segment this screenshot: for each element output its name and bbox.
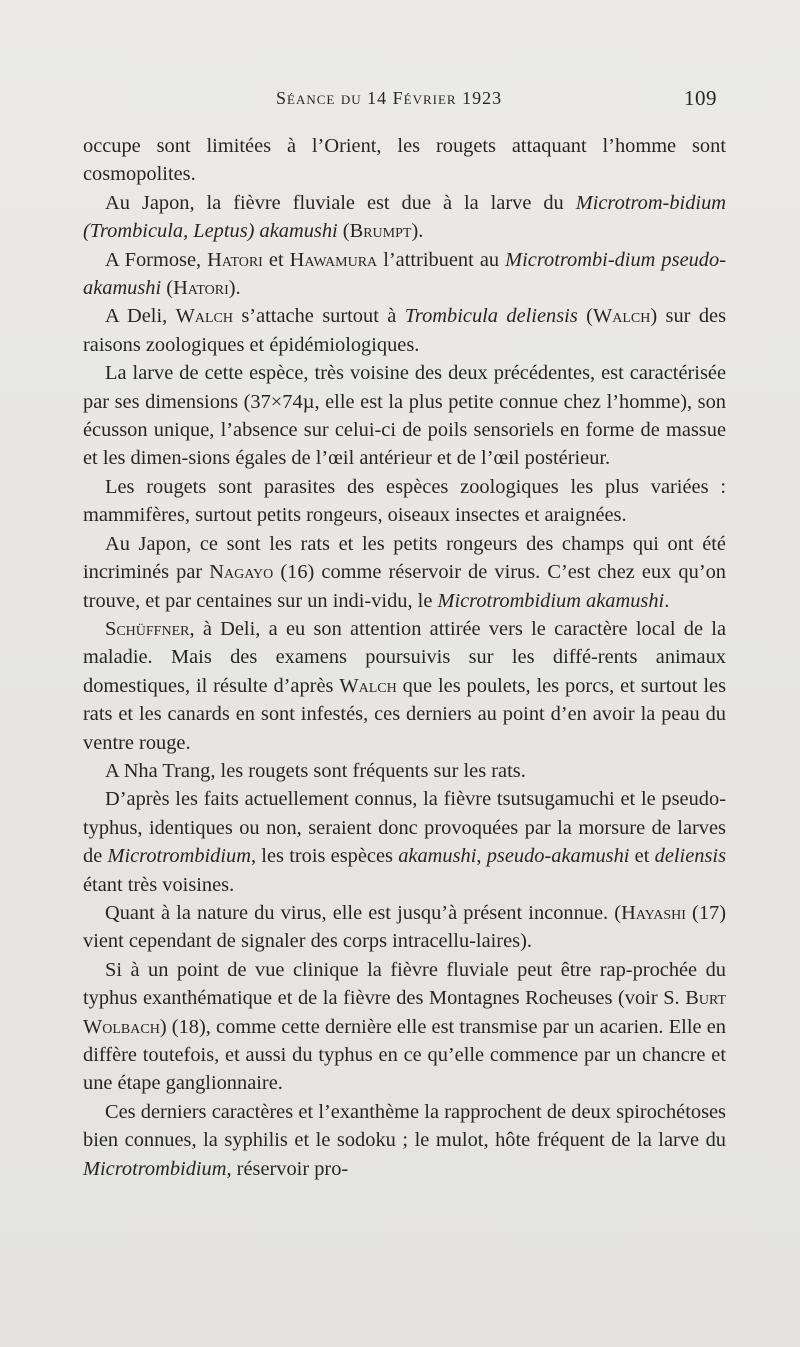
paragraph-13 bbox=[83, 1098, 726, 1183]
text-run: , les trois espèces bbox=[250, 845, 399, 868]
text-run: Si à un point de vue clinique la fièvre fluviale peut être rap-prochée du typhus exanthématique et de la fièvre des Montagnes Rocheuses (voir S. bbox=[83, 958, 726, 1010]
text-run: La larve de cette espèce, très voisine des deux précédentes, est caractérisée par ses dimensions (37×74µ, elle est la plus petite connue chez l’homme), son écusson unique, l’absence sur celui-ci de poils sensoriels en forme de massue et les dimen-sions égales de l’œil antérieur et de l’œil postérieur. bbox=[83, 362, 726, 470]
text-run: l’attribuent au bbox=[377, 248, 506, 271]
text-run: A Formose, bbox=[105, 248, 208, 271]
text-run: ) sur des raisons zoologiques et épidémiologiques. bbox=[83, 305, 727, 356]
paragraph-1 bbox=[83, 132, 726, 189]
text-run: ( bbox=[337, 220, 350, 243]
text-run: Au Japon, la fièvre fluviale est due à la larve du bbox=[105, 191, 576, 214]
paragraph-9 bbox=[83, 757, 726, 785]
text-run: A Deli, bbox=[105, 305, 176, 328]
page-number: 109 bbox=[684, 86, 717, 110]
author-name: Hawamura bbox=[289, 248, 378, 271]
species-name: Trombicula deliensis bbox=[404, 305, 578, 328]
text-run: (17) vient cependant de signaler des corps intracellu-laires). bbox=[83, 901, 726, 953]
paragraph-8 bbox=[83, 615, 726, 757]
species-name: Microtrombidium bbox=[107, 845, 251, 868]
text-run: , à Deli, a eu son attention attirée vers le caractère local de la maladie. Mais des examens poursuivis sur les diffé-rents animaux domestiques, il résulte d’après bbox=[83, 617, 726, 697]
text-run: et bbox=[629, 845, 655, 868]
text-run: D’après les faits actuellement connus, la fièvre tsutsugamuchi et le pseudo-typhus, identiques ou non, seraient donc provoquées par la morsure de larves de bbox=[83, 788, 726, 868]
paragraph-4 bbox=[83, 302, 726, 359]
page-header bbox=[0, 86, 800, 116]
text-run: ( bbox=[577, 305, 593, 328]
paragraph-11 bbox=[83, 899, 726, 956]
text-run: Les rougets sont parasites des espèces zoologiques les plus variées : mammifères, surtout petits rongeurs, oiseaux insectes et araignées. bbox=[83, 475, 726, 527]
text-run: étant très voisines. bbox=[83, 873, 235, 896]
author-name: Walch bbox=[339, 674, 397, 697]
text-run: A Nha Trang, les rougets sont fréquents sur les rats. bbox=[105, 759, 526, 782]
text-run: . bbox=[664, 589, 670, 612]
author-name: Walch bbox=[175, 305, 233, 328]
author-name: Brumpt bbox=[349, 220, 412, 243]
author-name: Nagayo bbox=[209, 561, 274, 584]
body-text bbox=[83, 132, 726, 1183]
species-name: Microtrombidium akamushi bbox=[437, 589, 665, 612]
author-name: Schüffner bbox=[105, 617, 190, 640]
species-name: Microtrombi-dium pseudo-akamushi bbox=[83, 248, 726, 300]
species-name: akamushi bbox=[398, 845, 477, 868]
author-name: Hatori bbox=[207, 248, 263, 271]
paragraph-3 bbox=[83, 246, 726, 303]
text-run: ). bbox=[228, 277, 241, 300]
text-run: que les poulets, les porcs, et surtout les rats et les canards en sont infestés, ces derniers au point d’en avoir la peau du ventre rouge. bbox=[83, 674, 727, 754]
paragraph-5 bbox=[83, 359, 726, 473]
paragraph-12 bbox=[83, 956, 726, 1098]
author-name: Walch bbox=[592, 305, 651, 328]
text-run: s’attache surtout à bbox=[232, 305, 405, 328]
paragraph-2 bbox=[83, 189, 726, 246]
text-run: ( bbox=[161, 277, 174, 300]
species-name: deliensis bbox=[654, 845, 726, 868]
text-run: Ces derniers caractères et l’exanthème la rapprochent de deux spirochétoses bien connues, la syphilis et le sodoku ; le mulot, hôte fréquent de la larve du bbox=[83, 1100, 726, 1152]
text-run: Quant à la nature du virus, elle est jusqu’à présent inconnue. ( bbox=[105, 901, 622, 924]
text-run: Au Japon, ce sont les rats et les petits rongeurs des champs qui ont été incriminés par bbox=[83, 532, 726, 584]
text-run: occupe sont limitées à l’Orient, les rougets attaquant l’homme sont cosmopolites. bbox=[83, 135, 726, 186]
text-run: , réservoir pro- bbox=[226, 1157, 349, 1180]
running-head: Séance du 14 Février 1923 bbox=[276, 88, 503, 108]
paragraph-6 bbox=[83, 473, 726, 530]
text-run: (16) comme réservoir de virus. C’est chez eux qu’on trouve, et par centaines sur un indi-vidu, le bbox=[83, 561, 726, 612]
author-name: Hayashi bbox=[621, 901, 686, 924]
paragraph-7 bbox=[83, 530, 726, 615]
species-name: Microtrom-bidium (Trombicula, Leptus) akamushi bbox=[83, 191, 726, 243]
text-run: ). bbox=[411, 220, 424, 243]
text-run: , bbox=[476, 845, 487, 868]
author-name: Burt Wolbach bbox=[83, 987, 726, 1038]
species-name: pseudo-akamushi bbox=[486, 845, 630, 868]
text-run: et bbox=[262, 248, 290, 271]
text-run: ) (18), comme cette dernière elle est transmise par un acarien. Elle en diffère toutefois, et aussi du typhus en ce qu’elle commence par un chancre et une étape ganglionnaire. bbox=[83, 1015, 726, 1095]
species-name: Microtrombidium bbox=[83, 1157, 227, 1180]
author-name: Hatori bbox=[173, 277, 229, 300]
paragraph-10 bbox=[83, 785, 726, 899]
